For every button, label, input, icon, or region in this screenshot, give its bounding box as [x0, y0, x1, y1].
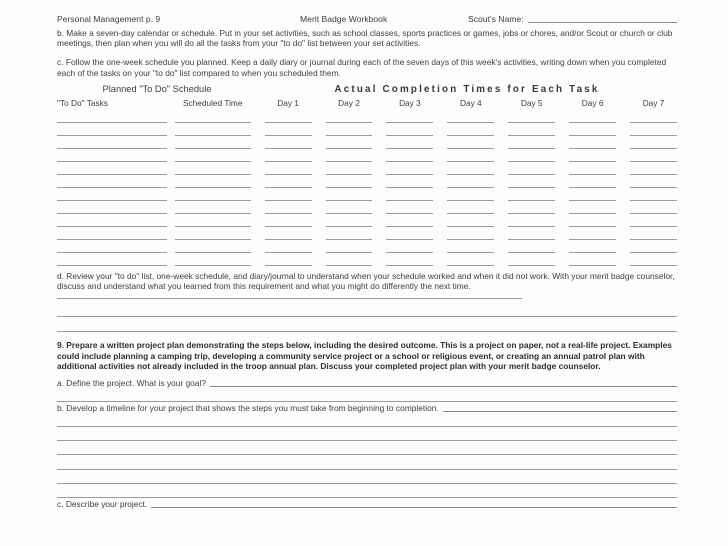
- table-row: [57, 188, 677, 201]
- table-cell-line: [447, 188, 494, 201]
- answer-lines-after-b: [57, 413, 677, 498]
- table-cell-line: [569, 110, 616, 123]
- table-cell-line: [265, 123, 312, 136]
- table-cell-line: [386, 188, 433, 201]
- table-cell-line: [386, 227, 433, 240]
- table-cell-line: [326, 149, 373, 162]
- table-cell-line: [175, 110, 251, 123]
- table-cell-line: [386, 201, 433, 214]
- requirement-9b-label: b. Develop a timeline for your project that shows the steps you must take from beginning to completion.: [57, 402, 439, 413]
- table-row: [57, 136, 677, 149]
- table-cell-line: [265, 240, 312, 253]
- table-cell-line: [265, 214, 312, 227]
- scout-name-line: [528, 14, 677, 23]
- blank-writing-line: [57, 427, 677, 441]
- table-cell-line: [175, 253, 251, 266]
- table-cell-line: [569, 123, 616, 136]
- table-cell-line: [326, 175, 373, 188]
- table-cell-line: [265, 136, 312, 149]
- table-cell-line: [508, 227, 555, 240]
- table-cell-line: [386, 110, 433, 123]
- table-cell-line: [57, 227, 167, 240]
- requirement-9a-line: [210, 378, 677, 387]
- requirement-9a-label: a. Define the project. What is your goal?: [57, 377, 206, 388]
- table-cell-line: [265, 175, 312, 188]
- table-cell-line: [57, 162, 167, 175]
- scout-name-label: Scout's Name:: [468, 14, 524, 24]
- column-header: "To Do" Tasks: [57, 97, 108, 108]
- table-cell-line: [265, 227, 312, 240]
- table-cell-line: [508, 188, 555, 201]
- table-cell-line: [326, 188, 373, 201]
- table-cell-line: [326, 253, 373, 266]
- table-cell-line: [326, 123, 373, 136]
- column-header: Day 5: [520, 97, 543, 108]
- table-cell-line: [569, 214, 616, 227]
- table-cell-line: [508, 110, 555, 123]
- table-cell-line: [57, 136, 167, 149]
- table-cell-line: [508, 253, 555, 266]
- table-cell-line: [265, 110, 312, 123]
- schedule-rows: [57, 110, 677, 266]
- actual-completion-title: Actual Completion Times for Each Task: [334, 83, 600, 95]
- table-cell-line: [508, 175, 555, 188]
- blank-writing-line: [57, 455, 677, 469]
- table-cell-line: [569, 162, 616, 175]
- schedule-titles: [57, 84, 677, 95]
- requirement-9-text: 9. Prepare a written project plan demonstrating the steps below, including the desired outcome. This is a project on paper, not a real-life project. Examples could include planning a camping trip, developing a community service project or a school or religious event, or creating an annual patrol plan with additional activities not already included in the troop annual plan. Discuss your completed project plan with your merit badge counselor.: [57, 340, 672, 372]
- table-cell-line: [630, 240, 677, 253]
- table-cell-line: [508, 201, 555, 214]
- table-cell-line: [326, 214, 373, 227]
- table-cell-line: [386, 162, 433, 175]
- table-cell-line: [386, 214, 433, 227]
- table-cell-line: [508, 123, 555, 136]
- table-row: [57, 240, 677, 253]
- table-cell-line: [175, 240, 251, 253]
- answer-lines-after-d: [57, 301, 677, 332]
- column-header: Day 2: [338, 97, 360, 108]
- table-cell-line: [569, 149, 616, 162]
- table-cell-line: [447, 110, 494, 123]
- table-cell-line: [57, 201, 167, 214]
- blank-writing-line: [57, 388, 677, 402]
- page-header-title: Merit Badge Workbook: [300, 14, 388, 24]
- table-cell-line: [447, 136, 494, 149]
- requirement-9c-row: [57, 499, 677, 509]
- page-header: [57, 14, 677, 24]
- column-header: Day 7: [642, 97, 665, 108]
- requirement-9c-line: [151, 499, 677, 508]
- table-cell-line: [175, 136, 251, 149]
- table-cell-line: [57, 123, 167, 136]
- table-cell-line: [265, 188, 312, 201]
- table-cell-line: [265, 149, 312, 162]
- table-cell-line: [447, 149, 494, 162]
- table-cell-line: [265, 162, 312, 175]
- table-cell-line: [326, 110, 373, 123]
- table-cell-line: [386, 136, 433, 149]
- table-cell-line: [630, 201, 677, 214]
- requirement-9b-line: [443, 403, 677, 412]
- table-cell-line: [630, 123, 677, 136]
- table-cell-line: [326, 136, 373, 149]
- table-cell-line: [57, 253, 167, 266]
- table-cell-line: [508, 214, 555, 227]
- table-cell-line: [569, 136, 616, 149]
- answer-lines-after-a: [57, 388, 677, 402]
- table-cell-line: [386, 149, 433, 162]
- requirement-9b-row: [57, 403, 677, 413]
- table-cell-line: [508, 136, 555, 149]
- table-row: [57, 227, 677, 240]
- table-cell-line: [175, 227, 251, 240]
- table-row: [57, 175, 677, 188]
- table-cell-line: [508, 240, 555, 253]
- blank-writing-line: [57, 301, 677, 317]
- table-cell-line: [175, 214, 251, 227]
- column-header: Day 4: [459, 97, 482, 108]
- table-cell-line: [569, 175, 616, 188]
- blank-writing-line: [57, 484, 677, 498]
- table-cell-line: [57, 149, 167, 162]
- table-cell-line: [175, 188, 251, 201]
- column-header: Day 1: [277, 97, 299, 108]
- table-cell-line: [447, 175, 494, 188]
- table-cell-line: [508, 149, 555, 162]
- table-cell-line: [265, 201, 312, 214]
- table-cell-line: [447, 253, 494, 266]
- requirement-d-text: d. Review your "to do" list, one-week schedule, and diary/journal to understand when your schedule worked and when it did not work. With your merit badge counselor, discuss and understand what you learned from this requirement and what you might do differently the next time.: [57, 271, 677, 302]
- table-cell-line: [326, 227, 373, 240]
- table-cell-line: [326, 162, 373, 175]
- table-cell-line: [630, 136, 677, 149]
- planned-schedule-title: Planned "To Do" Schedule: [102, 83, 212, 94]
- table-row: [57, 201, 677, 214]
- schedule-header-row: [57, 98, 677, 108]
- table-cell-line: [57, 214, 167, 227]
- table-cell-line: [447, 240, 494, 253]
- table-cell-line: [569, 253, 616, 266]
- table-cell-line: [569, 201, 616, 214]
- table-cell-line: [447, 227, 494, 240]
- table-cell-line: [630, 175, 677, 188]
- table-cell-line: [57, 175, 167, 188]
- table-row: [57, 214, 677, 227]
- table-cell-line: [386, 123, 433, 136]
- table-cell-line: [447, 162, 494, 175]
- scout-name-field: [468, 14, 677, 24]
- requirement-b-text: b. Make a seven-day calendar or schedule. Put in your set activities, such as school classes, sports practices or games, jobs or chores, and/or Scout or church or club meetings, then plan when you will do all the tasks from your "to do" list between your set activities.: [57, 28, 673, 49]
- table-cell-line: [175, 162, 251, 175]
- table-cell-line: [630, 227, 677, 240]
- table-row: [57, 123, 677, 136]
- table-cell-line: [386, 175, 433, 188]
- table-cell-line: [175, 123, 251, 136]
- table-cell-line: [57, 188, 167, 201]
- requirement-c-text: c. Follow the one-week schedule you planned. Keep a daily diary or journal during each of the seven days of this week's activities, writing down when you completed each of the tasks on your "to do" list compared to when you scheduled them.: [57, 57, 667, 78]
- requirement-9c-label: c. Describe your project.: [57, 498, 148, 509]
- table-cell-line: [326, 201, 373, 214]
- column-header: Scheduled Time: [182, 97, 243, 108]
- blank-writing-line: [57, 441, 677, 455]
- requirement-d-answer-line: [57, 291, 522, 299]
- table-cell-line: [386, 253, 433, 266]
- column-header: Day 3: [399, 97, 421, 108]
- table-row: [57, 253, 677, 266]
- table-cell-line: [386, 240, 433, 253]
- column-header: Day 6: [581, 97, 604, 108]
- table-cell-line: [175, 201, 251, 214]
- table-cell-line: [57, 110, 167, 123]
- table-cell-line: [508, 162, 555, 175]
- blank-writing-line: [57, 470, 677, 484]
- table-cell-line: [326, 240, 373, 253]
- table-row: [57, 162, 677, 175]
- table-cell-line: [630, 253, 677, 266]
- blank-writing-line: [57, 317, 677, 333]
- table-cell-line: [630, 162, 677, 175]
- table-cell-line: [447, 123, 494, 136]
- table-row: [57, 110, 677, 123]
- table-cell-line: [57, 240, 167, 253]
- table-cell-line: [630, 188, 677, 201]
- table-cell-line: [265, 253, 312, 266]
- table-row: [57, 149, 677, 162]
- blank-writing-line: [57, 413, 677, 427]
- table-cell-line: [630, 110, 677, 123]
- table-cell-line: [569, 227, 616, 240]
- table-cell-line: [630, 214, 677, 227]
- table-cell-line: [447, 201, 494, 214]
- table-cell-line: [447, 214, 494, 227]
- table-cell-line: [569, 188, 616, 201]
- requirement-9a-row: [57, 378, 677, 388]
- table-cell-line: [175, 175, 251, 188]
- table-cell-line: [569, 240, 616, 253]
- table-cell-line: [175, 149, 251, 162]
- page-header-left: Personal Management p. 9: [57, 14, 161, 24]
- table-cell-line: [630, 149, 677, 162]
